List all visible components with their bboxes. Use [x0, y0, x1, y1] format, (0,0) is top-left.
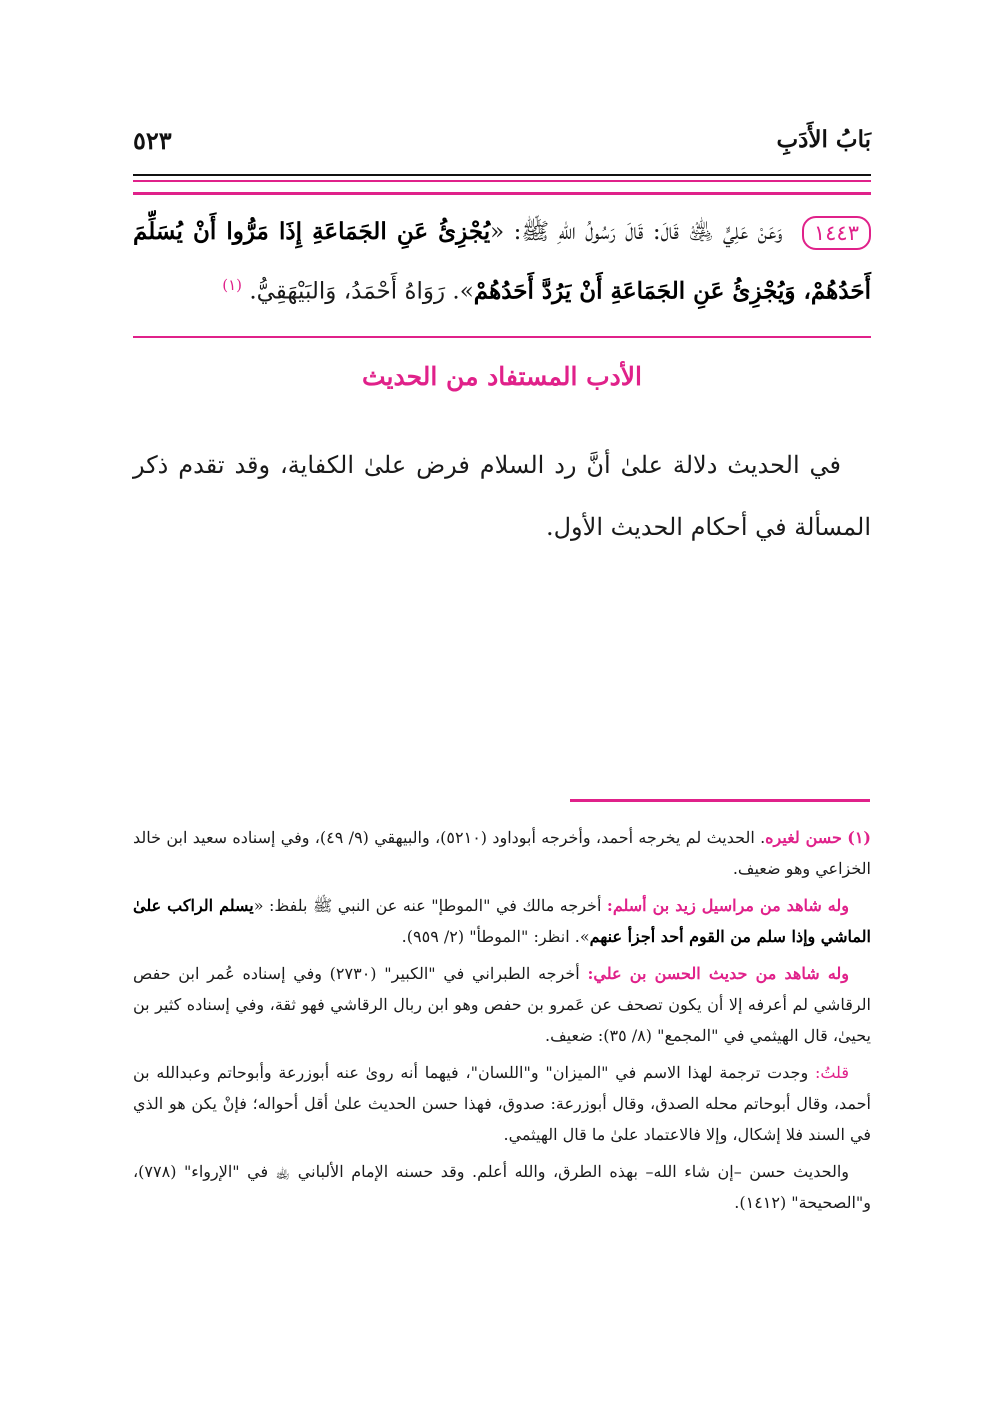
section-body: [133, 434, 871, 558]
footnote-grade: حسن لغيره: [765, 828, 842, 847]
footnote-2-text: أخرجه مالك في "الموطإ" عنه عن النبي ﷺ بلفظ: «: [253, 896, 607, 915]
footnote-2-quote: يسلم الراكب علىٰ الماشي وإذا سلم من القوم أحد أجزأ عنهم: [133, 896, 871, 946]
footnote-3-label: وله شاهد من حديث الحسن بن علي:: [587, 964, 850, 983]
footnote-1-text: . الحديث لم يخرجه أحمد، وأخرجه أبوداود (٥٢١٠)، والبيهقي (٩/ ٤٩)، وفي إسناده سعيد ابن خالد الخزاعي وهو ضعيف.: [133, 828, 871, 878]
hadith-top-border: [133, 192, 871, 195]
footnote-marker: (١): [847, 828, 871, 847]
page-number: ٥٢٣: [133, 126, 172, 155]
footnote-4-text: وجدت ترجمة لهذا الاسم في "الميزان" و"اللسان"، فيهما أنه روىٰ عنه أبوزرعة وأبوحاتم وعبدالله بن أحمد، وقال أبوحاتم محله الصدق، وقال أبوزرعة: صدوق، فهذا حسن الحديث علىٰ أقل أحواله؛ فإنْ يكن هو الذي في السند فلا إشكال، وإلا فالاعتماد علىٰ ما قال الهيثمي.: [133, 1063, 871, 1144]
chapter-title: بَابُ الأَدَبِ: [776, 126, 871, 153]
hadith-matn: يُجْزِئُ عَنِ الجَمَاعَةِ إِذَا مَرُّوا أَنْ يُسَلِّمَ أَحَدُهُمْ، وَيُجْزِئُ عَنِ الجَمَاعَةِ أَنْ يَرُدَّ أَحَدُهُمْ: [133, 218, 871, 305]
footnote-separator: [570, 799, 870, 802]
footnote-2-tail: ». انظر: "الموطأ" (٢/ ٩٥٩).: [401, 927, 590, 946]
hadith-intro: وَعَنْ عَلِيٍّ ﵁ قَالَ: قَالَ رَسُولُ اللهِ ﷺ: «: [490, 219, 783, 245]
header-divider-pink: [133, 180, 871, 182]
footnote-4-label: قلتُ:: [814, 1063, 849, 1082]
page-header: [133, 126, 871, 166]
footnote-1: [133, 822, 871, 884]
hadith-bottom-border: [133, 336, 871, 338]
footnote-paragraph-2: [133, 890, 871, 952]
hadith-block: [133, 205, 871, 319]
section-paragraph: في الحديث دلالة علىٰ أنَّ رد السلام فرض علىٰ الكفاية، وقد تقدم ذكر المسألة في أحكام الحديث الأول.: [133, 451, 871, 541]
hadith-number-badge: ١٤٤٣: [802, 216, 871, 250]
footnote-3-text: أخرجه الطبراني في "الكبير" (٢٧٣٠) وفي إسناده عُمر ابن حفص الرقاشي لم أعرفه إلا أن يكون تصحف عن عَمرو بن حفص وهو ابن ربال الرقاشي فهو ثقة، وفي إسناده كثير بن يحيىٰ، قال الهيثمي في "المجمع" (٨/ ٣٥): ضعيف.: [133, 964, 871, 1045]
section-title: الأدب المستفاد من الحديث: [362, 362, 642, 391]
hadith-outro: ». رَوَاهُ أَحْمَدُ، وَالبَيْهَقِيُّ.: [249, 278, 474, 305]
footnotes: [133, 822, 871, 1224]
footnote-reference[interactable]: (١): [222, 276, 242, 294]
footnote-2-label: وله شاهد من مراسيل زيد بن أسلم:: [606, 896, 849, 915]
footnote-paragraph-5: والحديث حسن –إن شاء الله– بهذه الطرق، والله أعلم. وقد حسنه الإمام الألباني ﵀ في "الإرواء" (٧٧٨)، و"الصحيحة" (١٤١٢).: [133, 1162, 871, 1212]
footnote-paragraph-4: [133, 1057, 871, 1150]
footnote-paragraph-3: [133, 958, 871, 1051]
header-divider-black: [133, 174, 871, 176]
